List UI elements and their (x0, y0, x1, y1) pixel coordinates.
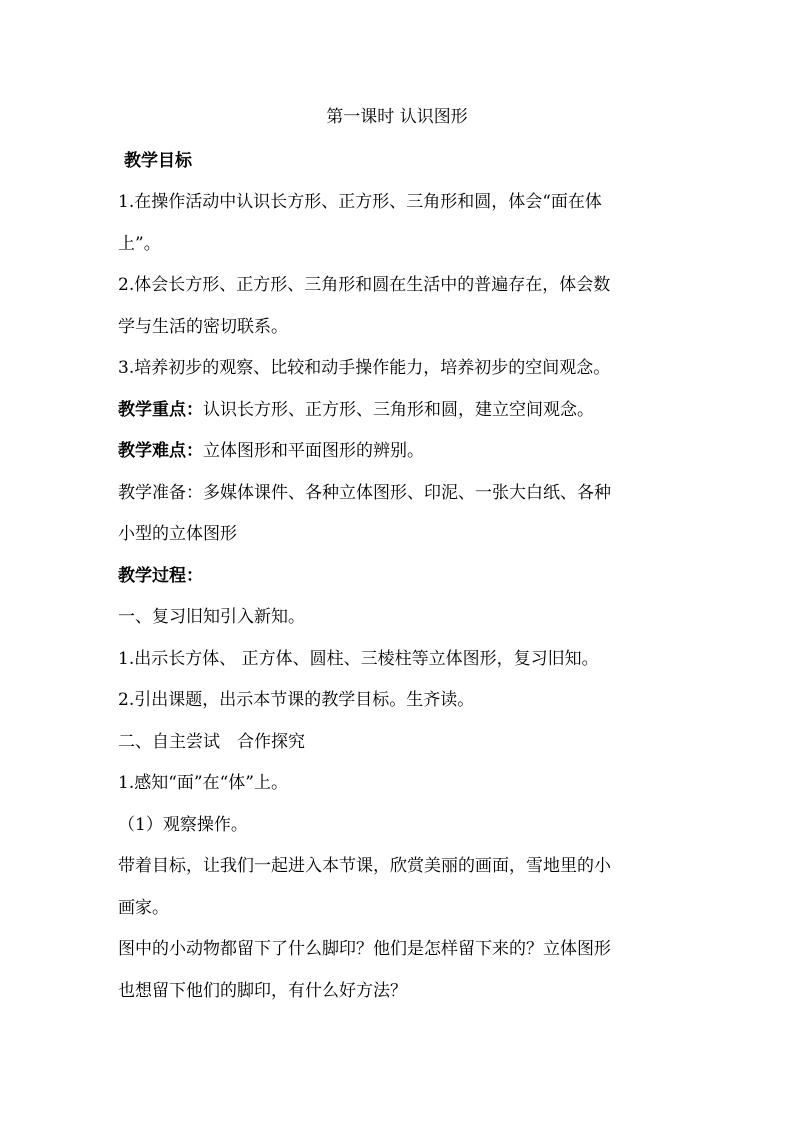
key-point-label: 教学重点： (118, 400, 203, 420)
preparation-line-2: 小型的立体图形 (118, 524, 237, 544)
key-point (118, 398, 594, 422)
objectives-heading: 教学目标 (124, 151, 192, 171)
objective-1-line-2: 上”。 (118, 234, 161, 254)
preparation-line-1: 教学准备：多媒体课件、各种立体图形、印泥、一张大白纸、各种 (118, 483, 611, 503)
process-para-1-line-1: 带着目标，让我们一起进入本节课，欣赏美丽的画面，雪地里的小 (118, 856, 611, 876)
process-step-3: 1.感知“面”在“体”上。 (118, 773, 288, 793)
process-para-2-line-2: 也想留下他们的脚印，有什么好方法？ (118, 981, 407, 1001)
difficulty (118, 439, 424, 463)
objective-2-line-1: 2.体会长方形、正方形、三角形和圆在生活中的普遍存在，体会数 (118, 275, 611, 295)
objective-3: 3.培养初步的观察、比较和动手操作能力，培养初步的空间观念。 (118, 358, 611, 378)
page-title: 第一课时 认识图形 (326, 107, 468, 127)
objective-2-line-2: 学与生活的密切联系。 (118, 317, 288, 337)
key-point-text: 认识长方形、正方形、三角形和圆，建立空间观念。 (203, 400, 594, 420)
process-para-1-line-2: 画家。 (118, 898, 169, 918)
process-step-2: 2.引出课题，出示本节课的教学目标。生齐读。 (118, 690, 475, 710)
process-sub-1: （1）观察操作。 (118, 815, 248, 835)
difficulty-text: 立体图形和平面图形的辨别。 (203, 441, 424, 461)
process-section-1: 一、复习旧知引入新知。 (118, 607, 305, 627)
process-para-2-line-1: 图中的小动物都留下了什么脚印？他们是怎样留下来的？立体图形 (118, 939, 611, 959)
process-step-1: 1.出示长方体、 正方体、圆柱、三棱柱等立体图形，复习旧知。 (118, 649, 599, 669)
difficulty-label: 教学难点： (118, 441, 203, 461)
process-section-2: 二、自主尝试 合作探究 (118, 732, 305, 752)
objective-1-line-1: 1.在操作活动中认识长方形、正方形、三角形和圆，体会“面在体 (118, 192, 602, 212)
process-heading: 教学过程： (118, 566, 203, 586)
